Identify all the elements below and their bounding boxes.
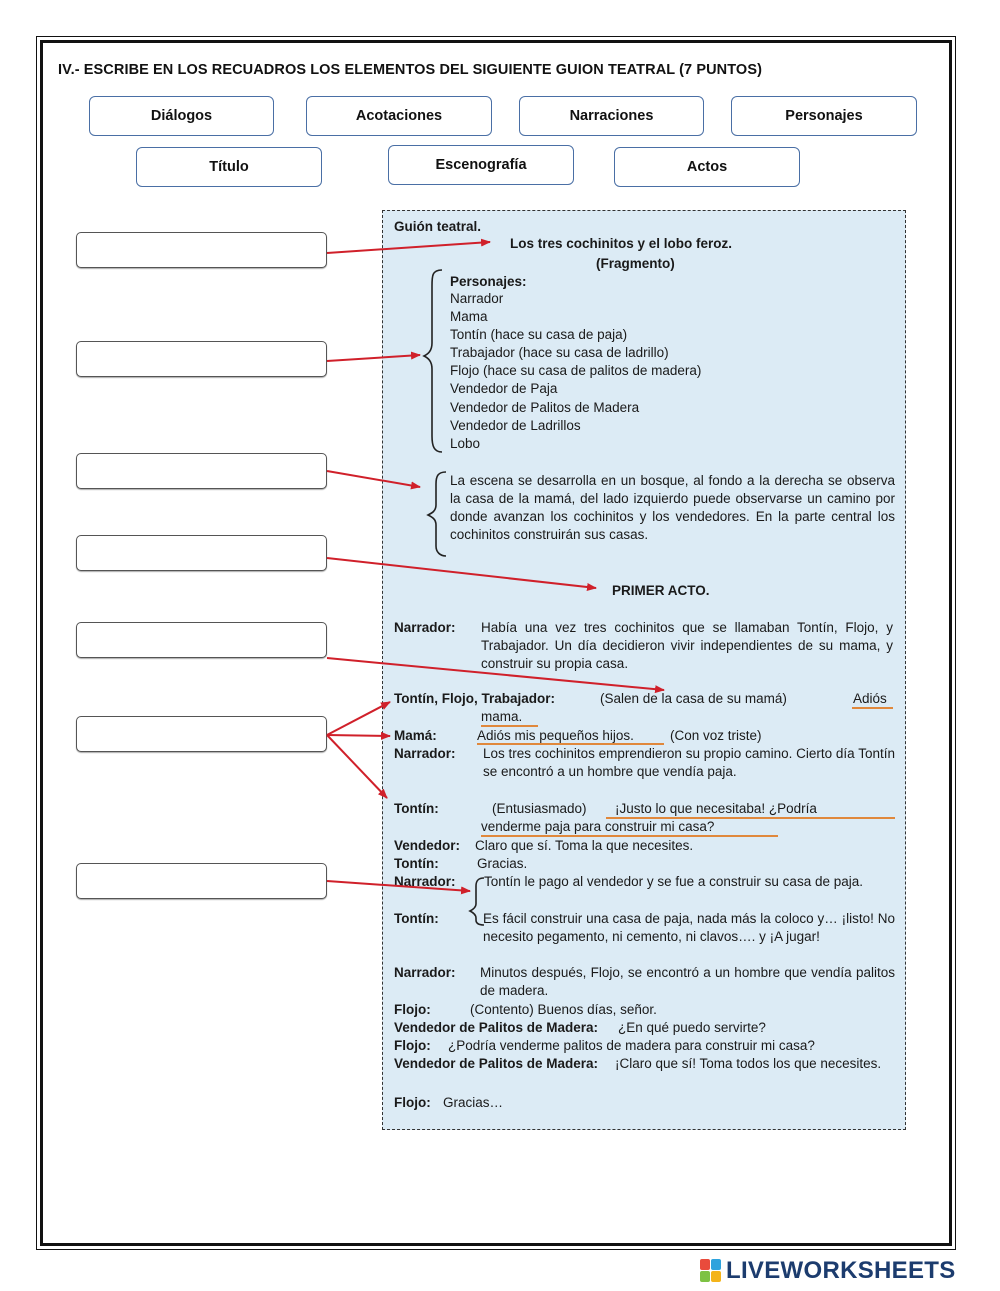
speaker-label: Vendedor de Palitos de Madera:: [394, 1020, 599, 1035]
dialog-text: ¡Claro que sí! Toma todos los que necesites.: [615, 1056, 882, 1071]
answer-box-1[interactable]: [76, 232, 327, 268]
answer-input-1[interactable]: [77, 233, 326, 267]
speaker-label: Flojo:: [394, 1002, 431, 1017]
dialog-text: Adiós: [853, 691, 887, 706]
character-item: Flojo (hace su casa de palitos de madera): [450, 363, 702, 378]
answer-input-3[interactable]: [77, 454, 326, 488]
character-item: Vendedor de Paja: [450, 381, 558, 396]
stage-direction: (Entusiasmado): [492, 801, 587, 816]
answer-box-6[interactable]: [76, 716, 327, 752]
option-dialogos[interactable]: Diálogos: [89, 96, 274, 136]
option-acotaciones[interactable]: Acotaciones: [306, 96, 492, 136]
dialog-text: ¿En qué puedo servirte?: [618, 1020, 766, 1035]
dialog-text: Gracias.: [477, 856, 528, 871]
answer-input-2[interactable]: [77, 342, 326, 376]
speaker-label: Narrador:: [394, 746, 456, 761]
character-item: Tontín (hace su casa de paja): [450, 327, 628, 342]
answer-box-3[interactable]: [76, 453, 327, 489]
script-heading: Guión teatral.: [394, 219, 482, 234]
brand-logo: [700, 1258, 956, 1284]
script-title: Los tres cochinitos y el lobo feroz.: [510, 236, 733, 251]
narration-text: Tontín le pago al vendedor y se fue a construir su casa de paja.: [484, 874, 863, 889]
speaker-label: Narrador:: [394, 965, 456, 980]
dialog-text: Gracias…: [443, 1095, 504, 1110]
speaker-label: Vendedor de Palitos de Madera:: [394, 1056, 599, 1071]
speaker-label: Tontín:: [394, 911, 439, 926]
answer-box-2[interactable]: [76, 341, 327, 377]
option-escenografia[interactable]: Escenografía: [388, 145, 574, 185]
dialog-text: ¿Podría venderme palitos de madera para construir mi casa?: [448, 1038, 815, 1053]
answer-input-6[interactable]: [77, 717, 326, 751]
speaker-label: Narrador:: [394, 620, 456, 635]
option-actos[interactable]: Actos: [614, 147, 800, 187]
narration-text: Había una vez tres cochinitos que se llamaban Tontín, Flojo, y Trabajador. Un día decidieron vivir independientes de su mama, y construir su propia casa.: [481, 620, 893, 671]
speaker-label: Tontín:: [394, 801, 439, 816]
speaker-label: Mamá:: [394, 728, 437, 743]
instruction-title: IV.- ESCRIBE EN LOS RECUADROS LOS ELEMENTOS DEL SIGUIENTE GUION TEATRAL (7 PUNTOS): [58, 62, 763, 78]
brand-name: LIVEWORKSHEETS: [726, 1257, 956, 1284]
narration-text: Minutos después, Flojo, se encontró a un hombre que vendía palitos de madera.: [480, 965, 895, 998]
answer-input-5[interactable]: [77, 623, 326, 657]
script-subtitle: (Fragmento): [596, 256, 675, 271]
dialog-text: Claro que sí. Toma la que necesites.: [475, 838, 694, 853]
answer-box-5[interactable]: [76, 622, 327, 658]
stage-direction: (Con voz triste): [670, 728, 762, 743]
answer-input-7[interactable]: [77, 864, 326, 898]
answer-box-4[interactable]: [76, 535, 327, 571]
dialog-text: ¡Justo lo que necesitaba! ¿Podría: [615, 801, 817, 816]
dialog-text: Adiós mis pequeños hijos.: [477, 728, 634, 743]
liveworksheets-logo-icon: [700, 1259, 722, 1283]
scenery-text: La escena se desarrolla en un bosque, al fondo a la derecha se observa la casa de la mamá, del lado izquierdo puede observarse un camino por donde avanzan los cochinitos y los vendedores. En la parte central los cochinitos construirán sus casas.: [450, 473, 895, 542]
option-narraciones[interactable]: Narraciones: [519, 96, 704, 136]
character-item: Narrador: [450, 291, 504, 306]
stage-direction: (Salen de la casa de su mamá): [600, 691, 787, 706]
speaker-label: Vendedor:: [394, 838, 461, 853]
dialog-text: Es fácil construir una casa de paja, nada más la coloco y… ¡listo! No necesito pegamento, ni cemento, ni clavos…. y ¡A jugar!: [483, 911, 895, 944]
character-item: Vendedor de Palitos de Madera: [450, 400, 640, 415]
dialog-text: (Contento) Buenos días, señor.: [470, 1002, 657, 1017]
speaker-label: Narrador:: [394, 874, 456, 889]
characters-label: Personajes:: [450, 274, 527, 289]
speaker-label: Flojo:: [394, 1038, 431, 1053]
speaker-label: Flojo:: [394, 1095, 431, 1110]
answer-input-4[interactable]: [77, 536, 326, 570]
narration-text: Los tres cochinitos emprendieron su propio camino. Cierto día Tontín se encontró a un hombre que vendía paja.: [483, 746, 895, 779]
speaker-label: Tontín, Flojo, Trabajador:: [394, 691, 555, 706]
character-item: Lobo: [450, 436, 481, 451]
character-item: Vendedor de Ladrillos: [450, 418, 581, 433]
character-item: Trabajador (hace su casa de ladrillo): [450, 345, 669, 360]
speaker-label: Tontín:: [394, 856, 439, 871]
dialog-text: venderme paja para construir mi casa?: [481, 819, 715, 834]
answer-box-7[interactable]: [76, 863, 327, 899]
dialog-text: mama.: [481, 709, 523, 724]
option-personajes[interactable]: Personajes: [731, 96, 917, 136]
character-item: Mama: [450, 309, 488, 324]
option-titulo[interactable]: Título: [136, 147, 322, 187]
act-title: PRIMER ACTO.: [612, 583, 710, 598]
